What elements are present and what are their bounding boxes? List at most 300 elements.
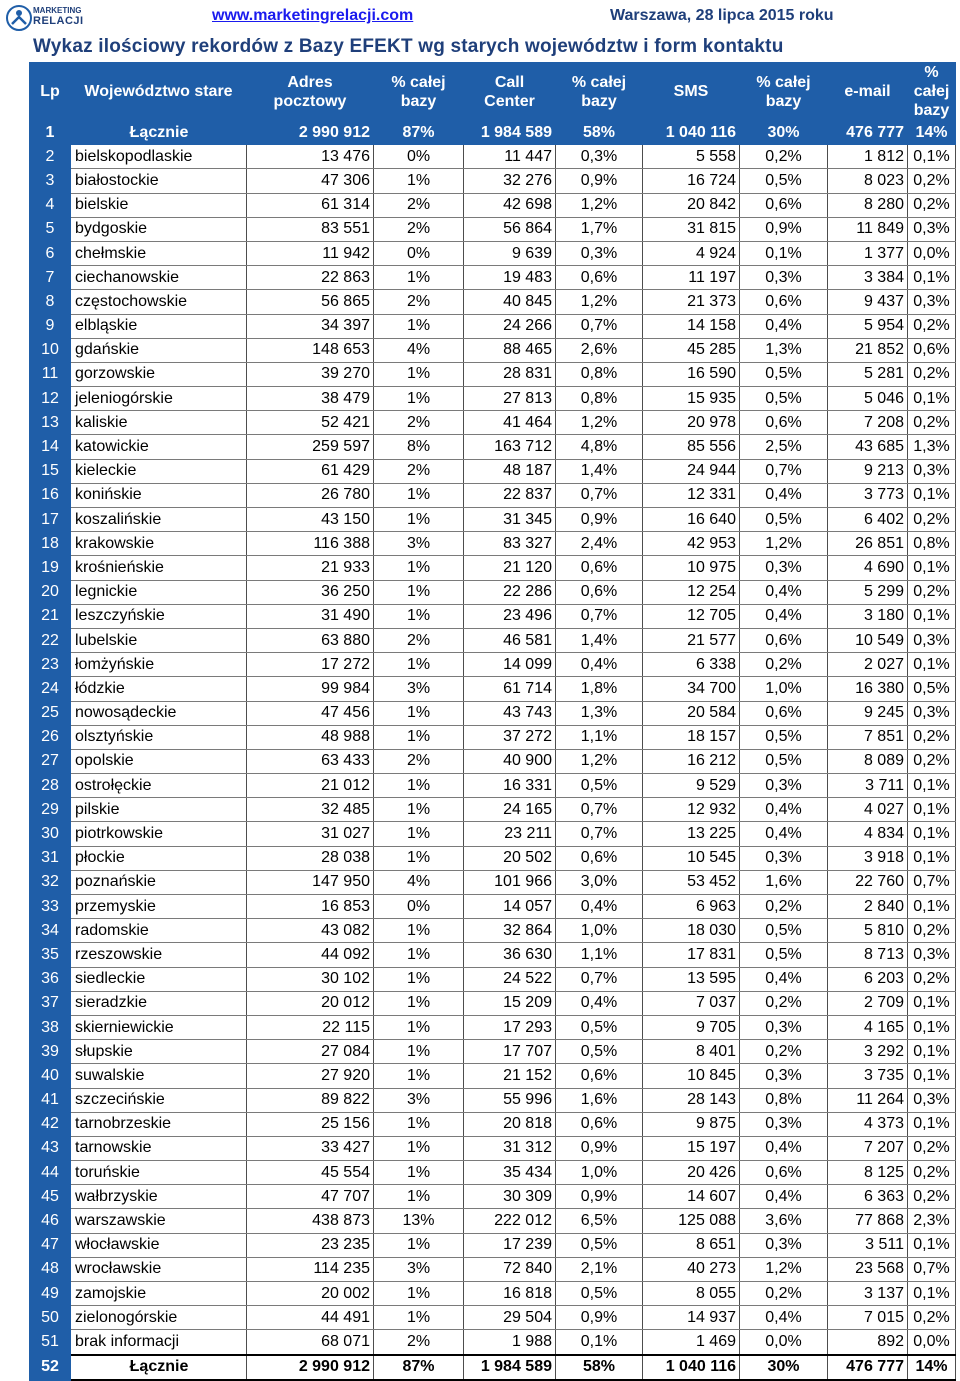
- col-wojewodztwo-cell: kaliskie: [71, 411, 247, 435]
- col-wojewodztwo-cell: konińskie: [71, 483, 247, 507]
- col-pct-email-cell: 0,2%: [908, 1161, 956, 1185]
- col-wojewodztwo-cell: koszalińskie: [71, 508, 247, 532]
- col-email-cell: 6 363: [828, 1185, 908, 1209]
- col-pct-email-cell: 0,2%: [908, 725, 956, 749]
- col-wojewodztwo-cell: katowickie: [71, 435, 247, 459]
- col-lp-cell: 22: [30, 628, 71, 652]
- col-call-center-cell: 22 286: [464, 580, 556, 604]
- table-row: [30, 604, 956, 628]
- col-wojewodztwo-cell: wrocławskie: [71, 1257, 247, 1281]
- col-pct-sms-cell: 0,3%: [740, 846, 828, 870]
- table-row: [30, 241, 956, 265]
- col-adres-pocztowy-cell: 114 235: [247, 1257, 374, 1281]
- table-header-row: [30, 63, 956, 121]
- col-wojewodztwo-cell: ciechanowskie: [71, 266, 247, 290]
- table-row: [30, 556, 956, 580]
- col-wojewodztwo-cell: Łącznie: [71, 1355, 247, 1380]
- col-adres-pocztowy-cell: 28 038: [247, 846, 374, 870]
- col-pct-adres-cell: 1%: [374, 483, 464, 507]
- col-call-center-cell: 31 312: [464, 1136, 556, 1160]
- table-body: [30, 121, 956, 1380]
- col-pct-call-cell: 0,7%: [556, 967, 643, 991]
- col-adres-pocztowy-cell: 48 988: [247, 725, 374, 749]
- place-and-date: Warszawa, 28 lipca 2015 roku: [610, 7, 834, 24]
- col-email-cell: 8 125: [828, 1161, 908, 1185]
- table-row: [30, 701, 956, 725]
- col-pct-sms-cell: 0,4%: [740, 604, 828, 628]
- table-row: [30, 1112, 956, 1136]
- col-sms-cell: 31 815: [643, 217, 740, 241]
- col-adres-pocztowy-cell: 20 012: [247, 991, 374, 1015]
- col-pct-email-cell: 0,1%: [908, 1015, 956, 1039]
- col-lp-cell: 19: [30, 556, 71, 580]
- col-pct-adres-cell: 1%: [374, 846, 464, 870]
- col-pct-email-cell: 0,3%: [908, 943, 956, 967]
- col-pct-sms-cell: 0,2%: [740, 1040, 828, 1064]
- col-call-center-cell: 23 211: [464, 822, 556, 846]
- col-pct-sms-cell: 0,2%: [740, 1282, 828, 1306]
- col-pct-sms-cell: 0,8%: [740, 1088, 828, 1112]
- col-lp-cell: 8: [30, 290, 71, 314]
- col-email-cell: 9 437: [828, 290, 908, 314]
- col-adres-pocztowy-cell: 27 920: [247, 1064, 374, 1088]
- col-pct-email-cell: 0,2%: [908, 508, 956, 532]
- col-adres-pocztowy-cell: 44 491: [247, 1306, 374, 1330]
- col-lp-cell: 10: [30, 338, 71, 362]
- col-sms-cell: 14 937: [643, 1306, 740, 1330]
- table-row: [30, 580, 956, 604]
- col-adres-pocztowy-cell: 47 456: [247, 701, 374, 725]
- col-pct-call-cell: 58%: [556, 121, 643, 145]
- table-row: [30, 1064, 956, 1088]
- col-pct-call-cell: 1,4%: [556, 459, 643, 483]
- col-pct-call-cell: 0,4%: [556, 895, 643, 919]
- col-lp-cell: 28: [30, 774, 71, 798]
- col-pct-adres-cell: 1%: [374, 169, 464, 193]
- col-lp-cell: 12: [30, 387, 71, 411]
- col-lp-header: Lp: [30, 63, 71, 121]
- col-lp-cell: 32: [30, 870, 71, 894]
- col-adres-pocztowy-header: Adres pocztowy: [247, 63, 374, 121]
- page-title: Wykaz ilościowy rekordów z Bazy EFEKT wg starych województw i form kontaktu: [33, 36, 784, 57]
- col-call-center-cell: 61 714: [464, 677, 556, 701]
- col-pct-adres-cell: 1%: [374, 556, 464, 580]
- col-pct-call-header: % całej bazy: [556, 63, 643, 121]
- col-pct-email-cell: 0,1%: [908, 653, 956, 677]
- col-pct-call-cell: 0,6%: [556, 266, 643, 290]
- col-adres-pocztowy-cell: 30 102: [247, 967, 374, 991]
- col-pct-sms-cell: 30%: [740, 1355, 828, 1380]
- col-email-cell: 5 954: [828, 314, 908, 338]
- col-pct-call-cell: 0,7%: [556, 822, 643, 846]
- col-sms-cell: 1 040 116: [643, 1355, 740, 1380]
- col-adres-pocztowy-cell: 34 397: [247, 314, 374, 338]
- col-pct-sms-cell: 1,2%: [740, 1257, 828, 1281]
- col-call-center-cell: 24 165: [464, 798, 556, 822]
- col-adres-pocztowy-cell: 22 863: [247, 266, 374, 290]
- col-lp-cell: 4: [30, 193, 71, 217]
- col-call-center-cell: 163 712: [464, 435, 556, 459]
- col-email-cell: 3 918: [828, 846, 908, 870]
- col-wojewodztwo-cell: wałbrzyskie: [71, 1185, 247, 1209]
- table-row: [30, 919, 956, 943]
- col-pct-sms-cell: 0,6%: [740, 411, 828, 435]
- col-email-cell: 77 868: [828, 1209, 908, 1233]
- top-bar: [0, 0, 960, 36]
- col-sms-cell: 42 953: [643, 532, 740, 556]
- col-pct-call-cell: 0,9%: [556, 1185, 643, 1209]
- table-row: [30, 1306, 956, 1330]
- col-lp-cell: 44: [30, 1161, 71, 1185]
- col-wojewodztwo-cell: suwalskie: [71, 1064, 247, 1088]
- col-email-cell: 3 292: [828, 1040, 908, 1064]
- col-adres-pocztowy-cell: 63 880: [247, 628, 374, 652]
- table-row: [30, 193, 956, 217]
- col-wojewodztwo-cell: włocławskie: [71, 1233, 247, 1257]
- col-lp-cell: 23: [30, 653, 71, 677]
- col-pct-adres-cell: 2%: [374, 411, 464, 435]
- col-pct-adres-cell: 2%: [374, 749, 464, 773]
- col-pct-adres-cell: 1%: [374, 314, 464, 338]
- col-pct-call-cell: 0,3%: [556, 145, 643, 169]
- col-pct-sms-cell: 0,4%: [740, 798, 828, 822]
- table-row: [30, 532, 956, 556]
- table-row: [30, 266, 956, 290]
- col-lp-cell: 31: [30, 846, 71, 870]
- col-pct-email-cell: 0,2%: [908, 749, 956, 773]
- col-pct-email-cell: 0,2%: [908, 1306, 956, 1330]
- col-lp-cell: 52: [30, 1355, 71, 1380]
- table-row: [30, 1185, 956, 1209]
- col-pct-sms-cell: 0,3%: [740, 1112, 828, 1136]
- col-sms-cell: 28 143: [643, 1088, 740, 1112]
- col-pct-sms-cell: 0,3%: [740, 1233, 828, 1257]
- col-pct-sms-cell: 0,5%: [740, 362, 828, 386]
- col-call-center-header: Call Center: [464, 63, 556, 121]
- col-pct-email-cell: 0,1%: [908, 556, 956, 580]
- col-pct-email-cell: 0,1%: [908, 991, 956, 1015]
- col-pct-email-cell: 0,2%: [908, 919, 956, 943]
- col-pct-call-cell: 6,5%: [556, 1209, 643, 1233]
- col-pct-call-cell: 1,6%: [556, 1088, 643, 1112]
- col-pct-sms-cell: 0,4%: [740, 1136, 828, 1160]
- col-lp-cell: 39: [30, 1040, 71, 1064]
- col-call-center-cell: 1 984 589: [464, 1355, 556, 1380]
- col-email-cell: 5 281: [828, 362, 908, 386]
- col-pct-adres-cell: 1%: [374, 725, 464, 749]
- col-pct-call-cell: 1,0%: [556, 1161, 643, 1185]
- col-pct-email-cell: 0,1%: [908, 1112, 956, 1136]
- col-pct-adres-cell: 1%: [374, 1112, 464, 1136]
- col-call-center-cell: 48 187: [464, 459, 556, 483]
- col-wojewodztwo-cell: częstochowskie: [71, 290, 247, 314]
- table-row: [30, 1233, 956, 1257]
- col-wojewodztwo-cell: pilskie: [71, 798, 247, 822]
- col-pct-sms-cell: 0,4%: [740, 1306, 828, 1330]
- table-row: [30, 846, 956, 870]
- col-lp-cell: 3: [30, 169, 71, 193]
- col-pct-email-cell: 0,1%: [908, 483, 956, 507]
- col-pct-adres-cell: 1%: [374, 798, 464, 822]
- col-pct-sms-cell: 0,3%: [740, 774, 828, 798]
- marketing-relacji-logo[interactable]: [6, 3, 86, 33]
- col-email-cell: 6 203: [828, 967, 908, 991]
- col-email-cell: 4 834: [828, 822, 908, 846]
- col-wojewodztwo-cell: gdańskie: [71, 338, 247, 362]
- col-email-cell: 7 207: [828, 1136, 908, 1160]
- table-row: [30, 435, 956, 459]
- col-wojewodztwo-header: Województwo stare: [71, 63, 247, 121]
- col-pct-email-cell: 0,2%: [908, 169, 956, 193]
- logo-figure-icon: [6, 5, 32, 31]
- table-row: [30, 749, 956, 773]
- col-pct-email-cell: 0,8%: [908, 532, 956, 556]
- col-pct-call-cell: 0,6%: [556, 846, 643, 870]
- col-pct-sms-cell: 0,4%: [740, 822, 828, 846]
- col-sms-cell: 15 197: [643, 1136, 740, 1160]
- col-pct-email-cell: 0,2%: [908, 193, 956, 217]
- col-adres-pocztowy-cell: 438 873: [247, 1209, 374, 1233]
- col-pct-email-cell: 0,3%: [908, 290, 956, 314]
- col-lp-cell: 42: [30, 1112, 71, 1136]
- col-wojewodztwo-cell: radomskie: [71, 919, 247, 943]
- col-pct-email-cell: 0,2%: [908, 362, 956, 386]
- col-email-cell: 23 568: [828, 1257, 908, 1281]
- col-sms-cell: 125 088: [643, 1209, 740, 1233]
- col-sms-cell: 13 225: [643, 822, 740, 846]
- col-pct-sms-cell: 0,7%: [740, 459, 828, 483]
- col-call-center-cell: 40 900: [464, 749, 556, 773]
- col-pct-call-cell: 0,9%: [556, 1306, 643, 1330]
- col-email-cell: 7 208: [828, 411, 908, 435]
- col-wojewodztwo-cell: poznańskie: [71, 870, 247, 894]
- col-email-cell: 5 810: [828, 919, 908, 943]
- col-lp-cell: 2: [30, 145, 71, 169]
- col-lp-cell: 50: [30, 1306, 71, 1330]
- col-adres-pocztowy-cell: 31 490: [247, 604, 374, 628]
- col-lp-cell: 37: [30, 991, 71, 1015]
- col-pct-sms-cell: 0,6%: [740, 628, 828, 652]
- col-sms-cell: 16 212: [643, 749, 740, 773]
- table-row: [30, 967, 956, 991]
- col-email-cell: 3 773: [828, 483, 908, 507]
- table-row: [30, 774, 956, 798]
- col-sms-header: SMS: [643, 63, 740, 121]
- col-pct-email-cell: 0,2%: [908, 1136, 956, 1160]
- logo-line-1: MARKETING: [33, 6, 82, 15]
- col-pct-adres-cell: 4%: [374, 870, 464, 894]
- table-row: [30, 1136, 956, 1160]
- col-pct-adres-cell: 1%: [374, 919, 464, 943]
- col-lp-cell: 47: [30, 1233, 71, 1257]
- col-pct-email-cell: 0,2%: [908, 1185, 956, 1209]
- col-sms-cell: 6 338: [643, 653, 740, 677]
- col-pct-adres-cell: 2%: [374, 290, 464, 314]
- col-sms-cell: 20 584: [643, 701, 740, 725]
- col-sms-cell: 34 700: [643, 677, 740, 701]
- col-call-center-cell: 29 504: [464, 1306, 556, 1330]
- col-pct-email-cell: 14%: [908, 121, 956, 145]
- col-pct-sms-cell: 0,6%: [740, 1161, 828, 1185]
- col-sms-cell: 14 607: [643, 1185, 740, 1209]
- col-sms-cell: 1 040 116: [643, 121, 740, 145]
- col-call-center-cell: 14 099: [464, 653, 556, 677]
- col-pct-sms-cell: 0,9%: [740, 217, 828, 241]
- table-row: [30, 677, 956, 701]
- col-email-cell: 2 840: [828, 895, 908, 919]
- col-lp-cell: 51: [30, 1330, 71, 1355]
- table-row: [30, 1088, 956, 1112]
- col-sms-cell: 45 285: [643, 338, 740, 362]
- col-pct-email-cell: 0,1%: [908, 895, 956, 919]
- col-call-center-cell: 16 818: [464, 1282, 556, 1306]
- col-pct-sms-cell: 1,3%: [740, 338, 828, 362]
- col-call-center-cell: 1 984 589: [464, 121, 556, 145]
- col-lp-cell: 1: [30, 121, 71, 145]
- col-adres-pocztowy-cell: 63 433: [247, 749, 374, 773]
- col-lp-cell: 11: [30, 362, 71, 386]
- col-sms-cell: 9 875: [643, 1112, 740, 1136]
- col-email-cell: 476 777: [828, 1355, 908, 1380]
- col-email-cell: 3 511: [828, 1233, 908, 1257]
- col-email-cell: 3 384: [828, 266, 908, 290]
- col-call-center-cell: 30 309: [464, 1185, 556, 1209]
- col-pct-sms-cell: 0,2%: [740, 991, 828, 1015]
- col-pct-email-cell: 0,1%: [908, 145, 956, 169]
- table-row: [30, 1257, 956, 1281]
- col-email-cell: 11 849: [828, 217, 908, 241]
- col-call-center-cell: 41 464: [464, 411, 556, 435]
- col-call-center-cell: 222 012: [464, 1209, 556, 1233]
- col-wojewodztwo-cell: słupskie: [71, 1040, 247, 1064]
- col-pct-sms-cell: 0,4%: [740, 1185, 828, 1209]
- col-sms-cell: 13 595: [643, 967, 740, 991]
- col-adres-pocztowy-cell: 45 554: [247, 1161, 374, 1185]
- col-adres-pocztowy-cell: 47 306: [247, 169, 374, 193]
- col-pct-adres-cell: 1%: [374, 1282, 464, 1306]
- col-wojewodztwo-cell: jeleniogórskie: [71, 387, 247, 411]
- col-adres-pocztowy-cell: 68 071: [247, 1330, 374, 1355]
- col-pct-call-cell: 0,6%: [556, 1064, 643, 1088]
- col-pct-sms-cell: 0,5%: [740, 749, 828, 773]
- col-pct-sms-cell: 0,3%: [740, 556, 828, 580]
- col-call-center-cell: 101 966: [464, 870, 556, 894]
- table-row: [30, 508, 956, 532]
- table-row: [30, 362, 956, 386]
- col-pct-sms-cell: 0,3%: [740, 266, 828, 290]
- col-sms-cell: 7 037: [643, 991, 740, 1015]
- col-pct-call-cell: 0,5%: [556, 1040, 643, 1064]
- col-sms-cell: 17 831: [643, 943, 740, 967]
- col-email-cell: 10 549: [828, 628, 908, 652]
- col-wojewodztwo-cell: białostockie: [71, 169, 247, 193]
- col-sms-cell: 10 545: [643, 846, 740, 870]
- col-call-center-cell: 42 698: [464, 193, 556, 217]
- website-link[interactable]: www.marketingrelacji.com: [212, 7, 414, 24]
- col-pct-adres-cell: 1%: [374, 1161, 464, 1185]
- table-row: [30, 169, 956, 193]
- table-total-row: [30, 121, 956, 145]
- col-call-center-cell: 19 483: [464, 266, 556, 290]
- col-lp-cell: 29: [30, 798, 71, 822]
- col-call-center-cell: 24 266: [464, 314, 556, 338]
- col-pct-email-cell: 0,7%: [908, 870, 956, 894]
- col-pct-sms-cell: 0,4%: [740, 483, 828, 507]
- col-email-cell: 9 245: [828, 701, 908, 725]
- col-pct-call-cell: 1,2%: [556, 193, 643, 217]
- col-lp-cell: 15: [30, 459, 71, 483]
- col-pct-sms-cell: 0,4%: [740, 580, 828, 604]
- table-row: [30, 1015, 956, 1039]
- table-row: [30, 870, 956, 894]
- col-email-cell: 4 690: [828, 556, 908, 580]
- col-pct-adres-cell: 0%: [374, 241, 464, 265]
- col-pct-email-cell: 0,1%: [908, 1233, 956, 1257]
- col-pct-call-cell: 2,1%: [556, 1257, 643, 1281]
- col-email-cell: 476 777: [828, 121, 908, 145]
- col-call-center-cell: 9 639: [464, 241, 556, 265]
- col-call-center-cell: 14 057: [464, 895, 556, 919]
- col-pct-email-cell: 0,2%: [908, 967, 956, 991]
- col-pct-sms-cell: 0,5%: [740, 387, 828, 411]
- col-pct-sms-cell: 2,5%: [740, 435, 828, 459]
- col-call-center-cell: 43 743: [464, 701, 556, 725]
- col-email-cell: 22 760: [828, 870, 908, 894]
- col-pct-adres-cell: 2%: [374, 217, 464, 241]
- col-call-center-cell: 32 276: [464, 169, 556, 193]
- col-email-cell: 8 280: [828, 193, 908, 217]
- col-pct-sms-cell: 0,2%: [740, 145, 828, 169]
- col-wojewodztwo-cell: sieradzkie: [71, 991, 247, 1015]
- col-adres-pocztowy-cell: 22 115: [247, 1015, 374, 1039]
- col-pct-email-cell: 1,3%: [908, 435, 956, 459]
- col-pct-email-cell: 0,1%: [908, 1040, 956, 1064]
- col-sms-cell: 5 558: [643, 145, 740, 169]
- col-lp-cell: 27: [30, 749, 71, 773]
- col-sms-cell: 11 197: [643, 266, 740, 290]
- col-sms-cell: 16 590: [643, 362, 740, 386]
- col-pct-adres-cell: 1%: [374, 967, 464, 991]
- col-wojewodztwo-cell: zielonogórskie: [71, 1306, 247, 1330]
- col-pct-call-cell: 0,7%: [556, 483, 643, 507]
- col-pct-adres-cell: 1%: [374, 1040, 464, 1064]
- col-email-cell: 3 137: [828, 1282, 908, 1306]
- col-sms-cell: 8 055: [643, 1282, 740, 1306]
- table-row: [30, 290, 956, 314]
- col-pct-email-cell: 0,1%: [908, 604, 956, 628]
- col-wojewodztwo-cell: opolskie: [71, 749, 247, 773]
- col-adres-pocztowy-cell: 13 476: [247, 145, 374, 169]
- col-lp-cell: 21: [30, 604, 71, 628]
- col-pct-sms-cell: 0,1%: [740, 241, 828, 265]
- col-call-center-cell: 32 864: [464, 919, 556, 943]
- col-sms-cell: 18 157: [643, 725, 740, 749]
- col-pct-call-cell: 0,9%: [556, 508, 643, 532]
- col-wojewodztwo-cell: krakowskie: [71, 532, 247, 556]
- col-lp-cell: 14: [30, 435, 71, 459]
- col-wojewodztwo-cell: łódzkie: [71, 677, 247, 701]
- col-pct-call-cell: 1,4%: [556, 628, 643, 652]
- col-adres-pocztowy-cell: 17 272: [247, 653, 374, 677]
- col-lp-cell: 20: [30, 580, 71, 604]
- col-pct-adres-cell: 0%: [374, 895, 464, 919]
- col-pct-call-cell: 1,2%: [556, 749, 643, 773]
- col-lp-cell: 40: [30, 1064, 71, 1088]
- col-pct-adres-cell: 1%: [374, 1233, 464, 1257]
- col-wojewodztwo-cell: kieleckie: [71, 459, 247, 483]
- col-sms-cell: 18 030: [643, 919, 740, 943]
- col-lp-cell: 43: [30, 1136, 71, 1160]
